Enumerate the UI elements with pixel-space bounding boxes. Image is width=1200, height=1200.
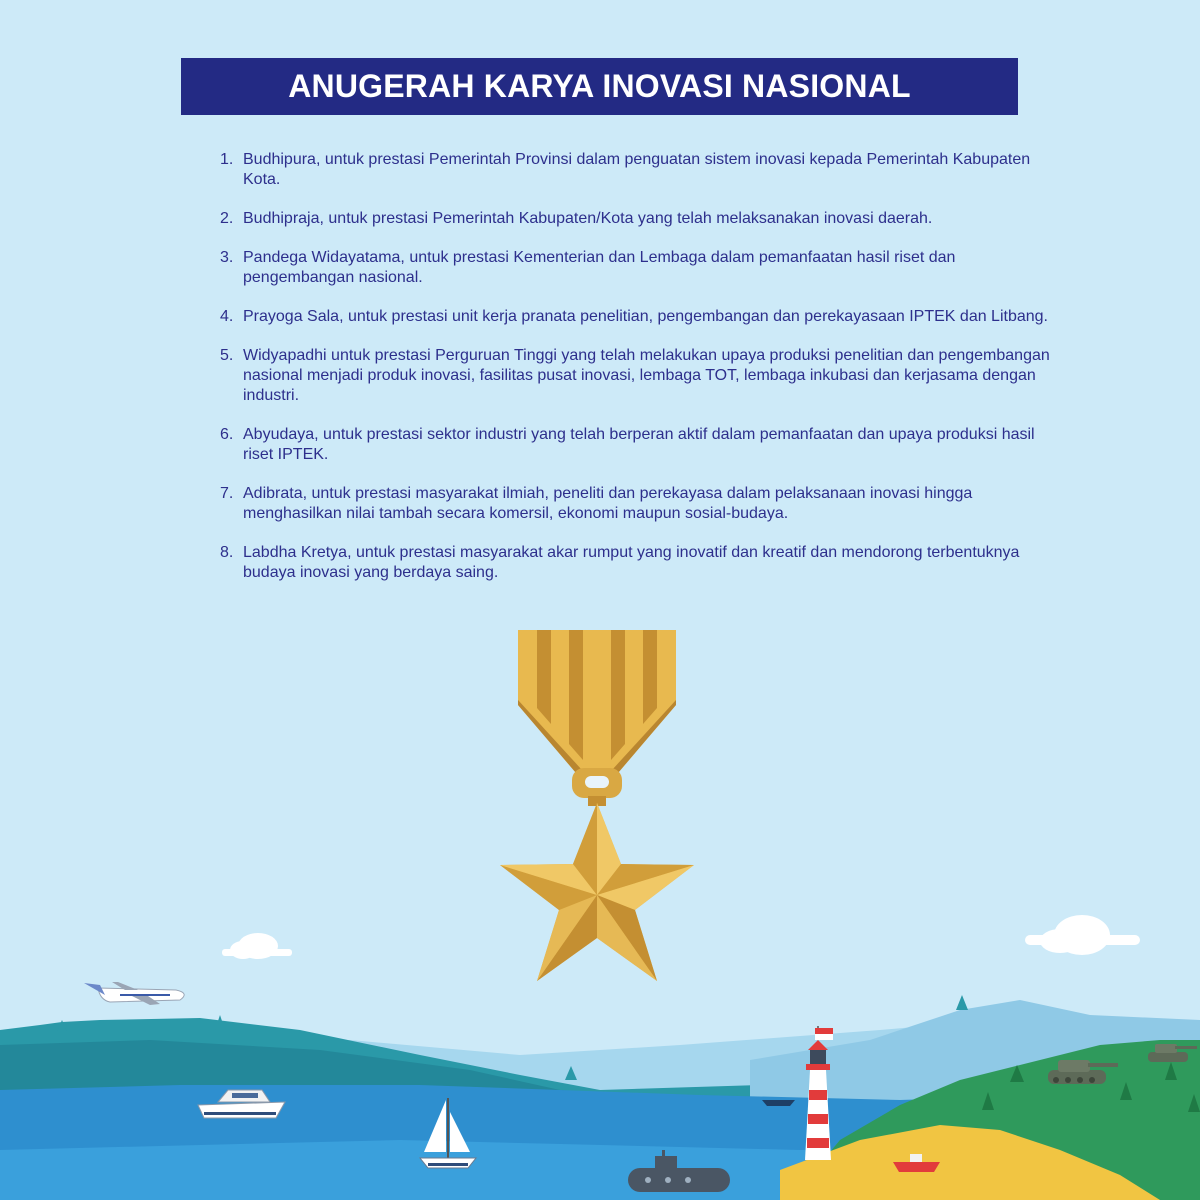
indonesia-flag-icon [815, 1026, 833, 1040]
list-item [220, 307, 1050, 327]
list-item [220, 248, 1050, 288]
list-item-text: Labdha Kretya, untuk prestasi masyarakat akar rumput yang inovatif dan kreatif dan mendorong terbentuknya budaya inovasi yang berdaya saing. [243, 544, 1020, 581]
rowboat-icon [762, 1100, 795, 1106]
list-item [220, 543, 1050, 583]
list-item-text: Budhipraja, untuk prestasi Pemerintah Kabupaten/Kota yang telah melaksanakan inovasi daerah. [243, 210, 933, 227]
list-item [220, 425, 1050, 465]
list-item-text: Abyudaya, untuk prestasi sektor industri yang telah berperan aktif dalam pemanfaatan dan upaya produksi hasil riset IPTEK. [243, 426, 1035, 463]
list-item-text: Budhipura, untuk prestasi Pemerintah Provinsi dalam penguatan sistem inovasi kepada Pemerintah Kabupaten Kota. [243, 151, 1031, 188]
list-item-number: 3. [220, 249, 234, 266]
list-item-text: Adibrata, untuk prestasi masyarakat ilmiah, peneliti dan perekayasa dalam pelaksanaan inovasi hingga menghasilkan nilai tambah secara komersil, ekonomi maupun sosial-budaya. [243, 485, 973, 522]
list-item-number: 7. [220, 485, 234, 502]
medal-icon [518, 630, 676, 806]
list-item-number: 6. [220, 426, 234, 443]
list-item-number: 2. [220, 210, 234, 227]
list-item [220, 484, 1050, 524]
airplane-icon [84, 982, 184, 1005]
star-icon [500, 803, 694, 981]
list-item-number: 8. [220, 544, 234, 561]
awards-list [220, 150, 1050, 602]
list-item-number: 5. [220, 347, 234, 364]
list-item [220, 209, 1050, 229]
list-item [220, 150, 1050, 190]
list-item-number: 4. [220, 308, 234, 325]
page-title: ANUGERAH KARYA INOVASI NASIONAL [288, 68, 911, 104]
list-item [220, 346, 1050, 406]
list-item-text: Pandega Widayatama, untuk prestasi Kementerian dan Lembaga dalam pemanfaatan hasil riset dan pengembangan nasional. [243, 249, 956, 286]
cloud-icon [222, 933, 292, 959]
list-item-text: Prayoga Sala, untuk prestasi unit kerja pranata penelitian, pengembangan dan perekayasaan IPTEK dan Litbang. [243, 308, 1048, 325]
list-item-text: Widyapadhi untuk prestasi Perguruan Tinggi yang telah melakukan upaya produksi penelitian dan pengembangan nasional menjadi produk inovasi, fasilitas pusat inovasi, lembaga TOT, lembaga inkubasi dan kerjasama dengan industri. [243, 347, 1050, 404]
cloud-icon [1025, 915, 1140, 955]
title-banner [181, 58, 1018, 115]
list-item-number: 1. [220, 151, 234, 168]
